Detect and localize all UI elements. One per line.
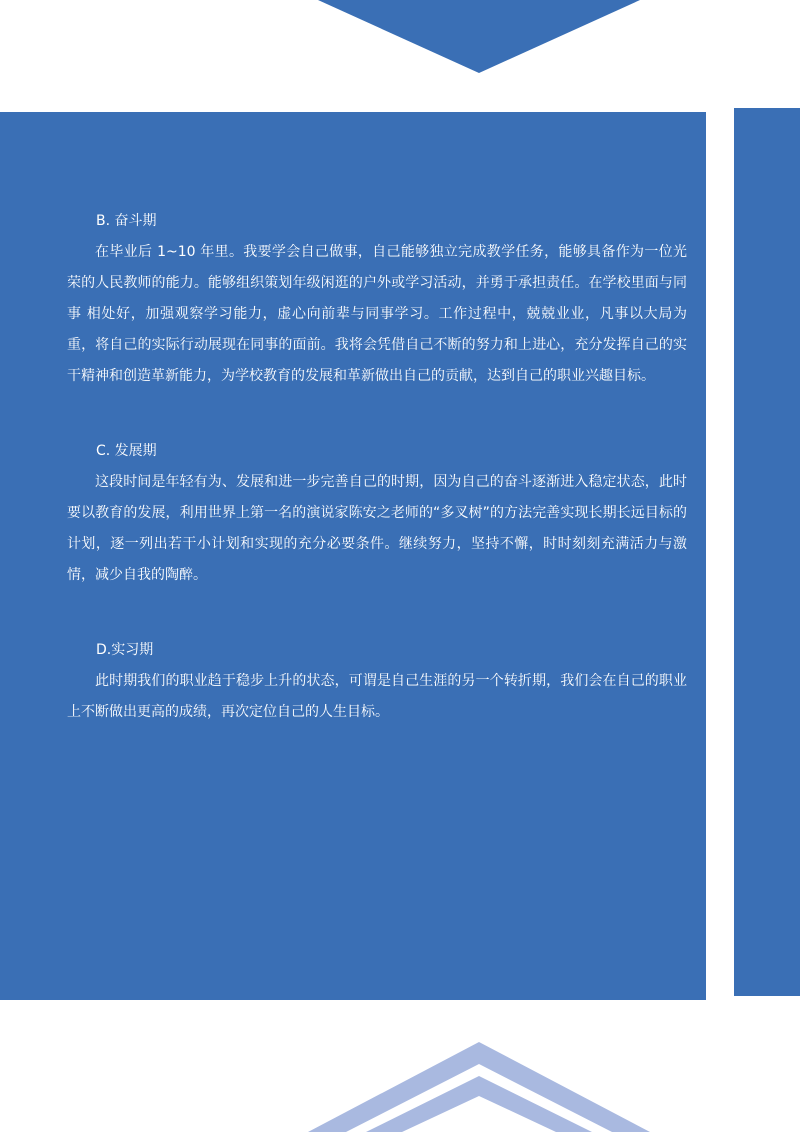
document-content: [67, 206, 687, 772]
section-heading: B. 奋斗期: [96, 213, 157, 229]
section-body: 此时期我们的职业趋于稳步上升的状态，可谓是自己生涯的另一个转折期，我们会在自己的职业上不断做出更高的成绩，再次定位自己的人生目标。: [67, 673, 687, 720]
section-development-period: [67, 436, 687, 591]
section-heading: D.实习期: [96, 642, 154, 658]
section-internship-period: [67, 635, 687, 728]
side-strip-decoration: [734, 108, 800, 996]
top-chevron-decoration: [0, 0, 800, 80]
section-body: 这段时间是年轻有为、发展和进一步完善自己的时期，因为自己的奋斗逐渐进入稳定状态，此时要以教育的发展，利用世界上第一名的演说家陈安之老师的“多叉树”的方法完善实现长期长远目标的计划，逐一列出若干小计划和实现的充分必要条件。继续努力，坚持不懈，时时刻刻充满活力与激情，减少自我的陶醉。: [67, 474, 687, 583]
top-chevron-shape: [318, 0, 640, 73]
section-struggle-period: [67, 206, 687, 392]
bottom-chevron-decoration: [0, 1030, 800, 1132]
section-body: 在毕业后 1~10 年里。我要学会自己做事，自己能够独立完成教学任务，能够具备作为一位光荣的人民教师的能力。能够组织策划年级闲逛的户外或学习活动，并勇于承担责任。在学校里面与同事 相处好，加强观察学习能力，虚心向前辈与同事学习。工作过程中，兢兢业业，凡事以大局为重，将自己的实际行动展现在同事的面前。我将会凭借自己不断的努力和上进心，充分发挥自己的实干精神和创造革新能力，为学校教育的发展和革新做出自己的贡献，达到自己的职业兴趣目标。: [67, 244, 687, 384]
section-heading: C. 发展期: [96, 443, 157, 459]
